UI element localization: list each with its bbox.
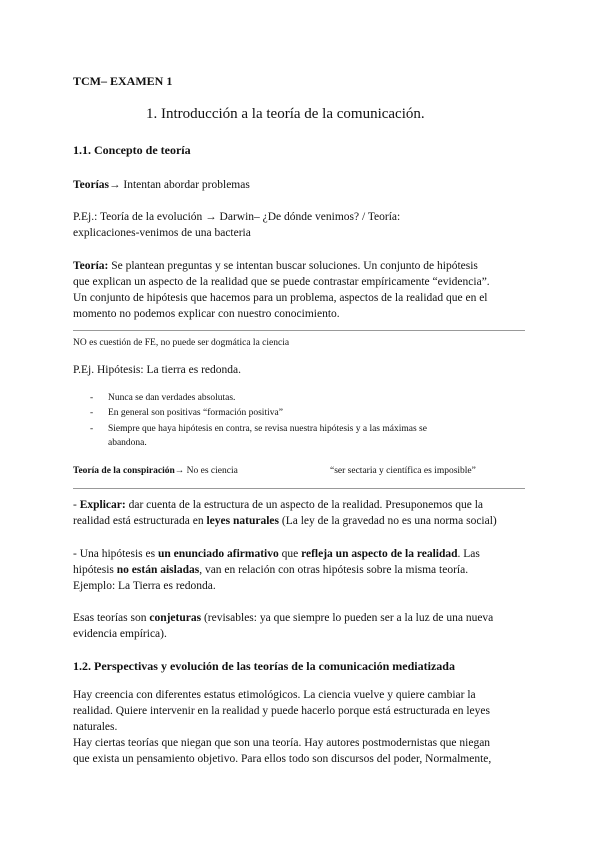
conj-bold: conjeturas — [149, 612, 202, 624]
teorias-line — [73, 177, 250, 193]
explicar-line-2 — [73, 513, 497, 529]
explicar-line-1 — [73, 497, 483, 513]
definition-term: Teoría: — [73, 260, 109, 272]
section-heading-1-2: 1.2. Perspectivas y evolución de las teorías de la comunicación mediatizada — [73, 659, 455, 673]
hyp-text-c: que — [278, 548, 302, 560]
bullet-item-3: Siempre que haya hipótesis en contra, se revisa nuestra hipótesis y a las máximas se — [108, 424, 427, 434]
hypothesis-line-2 — [73, 562, 468, 578]
s2-para1-line3: naturales. — [73, 721, 118, 733]
conspiracy-term: Teoría de la conspiración — [73, 466, 175, 476]
example-line-2: explicaciones-venimos de una bacteria — [73, 227, 251, 239]
bullet-dash: - — [90, 408, 94, 418]
conspiracy-line — [73, 464, 238, 478]
hyp-bold-d: refleja un aspecto de la realidad — [301, 548, 458, 560]
hyp-text-a: - Una hipótesis es — [73, 548, 158, 560]
bullet-item-3-cont: abandona. — [108, 438, 147, 448]
conspiracy-quote: “ser sectaria y científica es imposible” — [330, 466, 476, 476]
bullet-dash: - — [90, 393, 94, 403]
s2-para2-line1: Hay ciertas teorías que niegan que son una teoría. Hay autores postmodernistas que niegan — [73, 737, 491, 749]
hyp-bold-b: un enunciado afirmativo — [157, 548, 279, 560]
explicar-leyes: leyes naturales — [206, 515, 279, 527]
definition-text-b: Un conjunto de hipótesis — [360, 260, 478, 272]
definition-line-1 — [73, 258, 478, 274]
s2-para1-line1: Hay creencia con diferentes estatus etimológicos. La ciencia vuelve y quiere cambiar la — [73, 689, 476, 701]
divider-1 — [73, 330, 525, 331]
hyp2-bold: no están aisladas — [116, 564, 200, 576]
section-heading-1-1: 1.1. Concepto de teoría — [73, 143, 191, 157]
explicar-text: dar cuenta de la estructura de un aspecto de la realidad. Presuponemos que la — [125, 499, 484, 511]
hyp-text-e: . Las — [457, 548, 480, 560]
hyp2-text-a: hipótesis — [73, 564, 117, 576]
hypothesis-line-3: Ejemplo: La Tierra es redonda. — [73, 580, 216, 592]
hypothesis-line-1 — [73, 546, 480, 562]
bullet-dash: - — [90, 424, 94, 434]
conj-text-a: Esas teorías son — [73, 612, 150, 624]
s2-para2-line2: que exista un pensamiento objetivo. Para ellos todo son discursos del poder, Normalmente, — [73, 753, 492, 765]
explicar-term: Explicar: — [79, 499, 126, 511]
teorias-term: Teorías — [73, 179, 109, 191]
teorias-text: → Intentan abordar problemas — [109, 179, 250, 191]
explicar-text-2c: (La ley de la gravedad no es una norma social) — [278, 515, 497, 527]
note-fe: NO es cuestión de FE, no puede ser dogmática la ciencia — [73, 338, 290, 348]
bullet-item-1: Nunca se dan verdades absolutas. — [108, 393, 236, 403]
definition-line-2: que explican un aspecto de la realidad que se puede contrastar empíricamente “evidencia”. — [73, 276, 490, 288]
conspiracy-text: → No es ciencia — [174, 466, 238, 476]
divider-2 — [73, 488, 525, 489]
definition-line-3: Un conjunto de hipótesis que hacemos para un problema, aspectos de la realidad que en el — [73, 292, 488, 304]
definition-text-a: Se plantean preguntas y se intentan buscar soluciones. — [108, 260, 361, 272]
document-header: TCM– EXAMEN 1 — [73, 74, 173, 88]
hypothesis-example: P.Ej. Hipótesis: La tierra es redonda. — [73, 364, 241, 376]
bullet-item-2: En general son positivas “formación positiva” — [108, 408, 283, 418]
explicar-dash: - — [73, 499, 80, 511]
conjeturas-line-1 — [73, 610, 493, 626]
conjeturas-line-2: evidencia empírica). — [73, 628, 167, 640]
hyp2-text-c: , van en relación con otras hipótesis sobre la misma teoría. — [199, 564, 469, 576]
definition-line-4: momento no podemos explicar con nuestro conocimiento. — [73, 308, 340, 320]
s2-para1-line2: realidad. Quiere intervenir en la realidad y puede hacerlo porque está estructurada en leyes — [73, 705, 490, 717]
chapter-title: 1. Introducción a la teoría de la comunicación. — [146, 106, 425, 122]
example-line-1: P.Ej.: Teoría de la evolución → Darwin– ¿De dónde venimos? / Teoría: — [73, 211, 401, 223]
explicar-text-2a: realidad está estructurada en — [73, 515, 207, 527]
conj-text-c: (revisables: ya que siempre lo pueden ser a la luz de una nueva — [201, 612, 494, 624]
